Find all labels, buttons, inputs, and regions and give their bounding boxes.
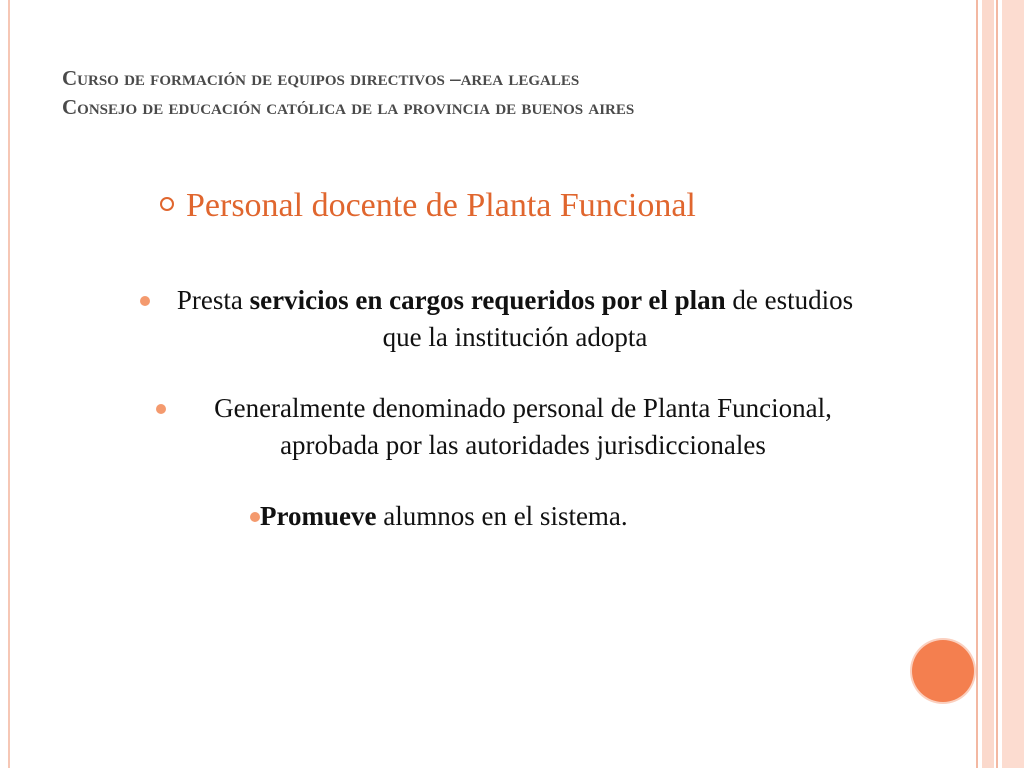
stripe xyxy=(982,0,994,768)
bullet-dot-icon xyxy=(156,404,166,414)
left-border-line xyxy=(8,0,10,768)
ring-bullet-icon xyxy=(160,197,174,211)
slide-subtitle xyxy=(160,184,860,228)
list-item xyxy=(130,282,870,356)
stripe xyxy=(976,0,978,768)
bullet-text: de estudios que la institución adopta xyxy=(382,285,854,352)
header-line-1: Curso de formación de equipos directivos –area legales xyxy=(62,66,580,90)
decorative-orange-circle xyxy=(912,640,974,702)
subtitle-text: Personal docente de Planta Funcional xyxy=(186,187,696,224)
bullet-bold-text: Promueve xyxy=(260,501,377,531)
stripe xyxy=(996,0,998,768)
bullet-dot-icon xyxy=(140,296,150,306)
bullet-text: Presta xyxy=(176,285,250,315)
bullet-text: alumnos en el sistema. xyxy=(376,501,628,531)
right-decorative-stripes xyxy=(976,0,1024,768)
list-item xyxy=(130,390,870,464)
bullet-bold-text: servicios en cargos requeridos por el plan xyxy=(249,285,726,315)
stripe xyxy=(1002,0,1024,768)
bullet-dot-icon xyxy=(250,512,260,522)
list-item xyxy=(130,498,870,535)
bullet-list xyxy=(130,282,870,569)
header-line-2: Consejo de educación católica de la provincia de buenos aires xyxy=(62,95,635,119)
bullet-text: Generalmente denominado personal de Planta Funcional, aprobada por las autoridades jurisdiccionales xyxy=(214,393,832,460)
slide-header xyxy=(62,64,922,122)
